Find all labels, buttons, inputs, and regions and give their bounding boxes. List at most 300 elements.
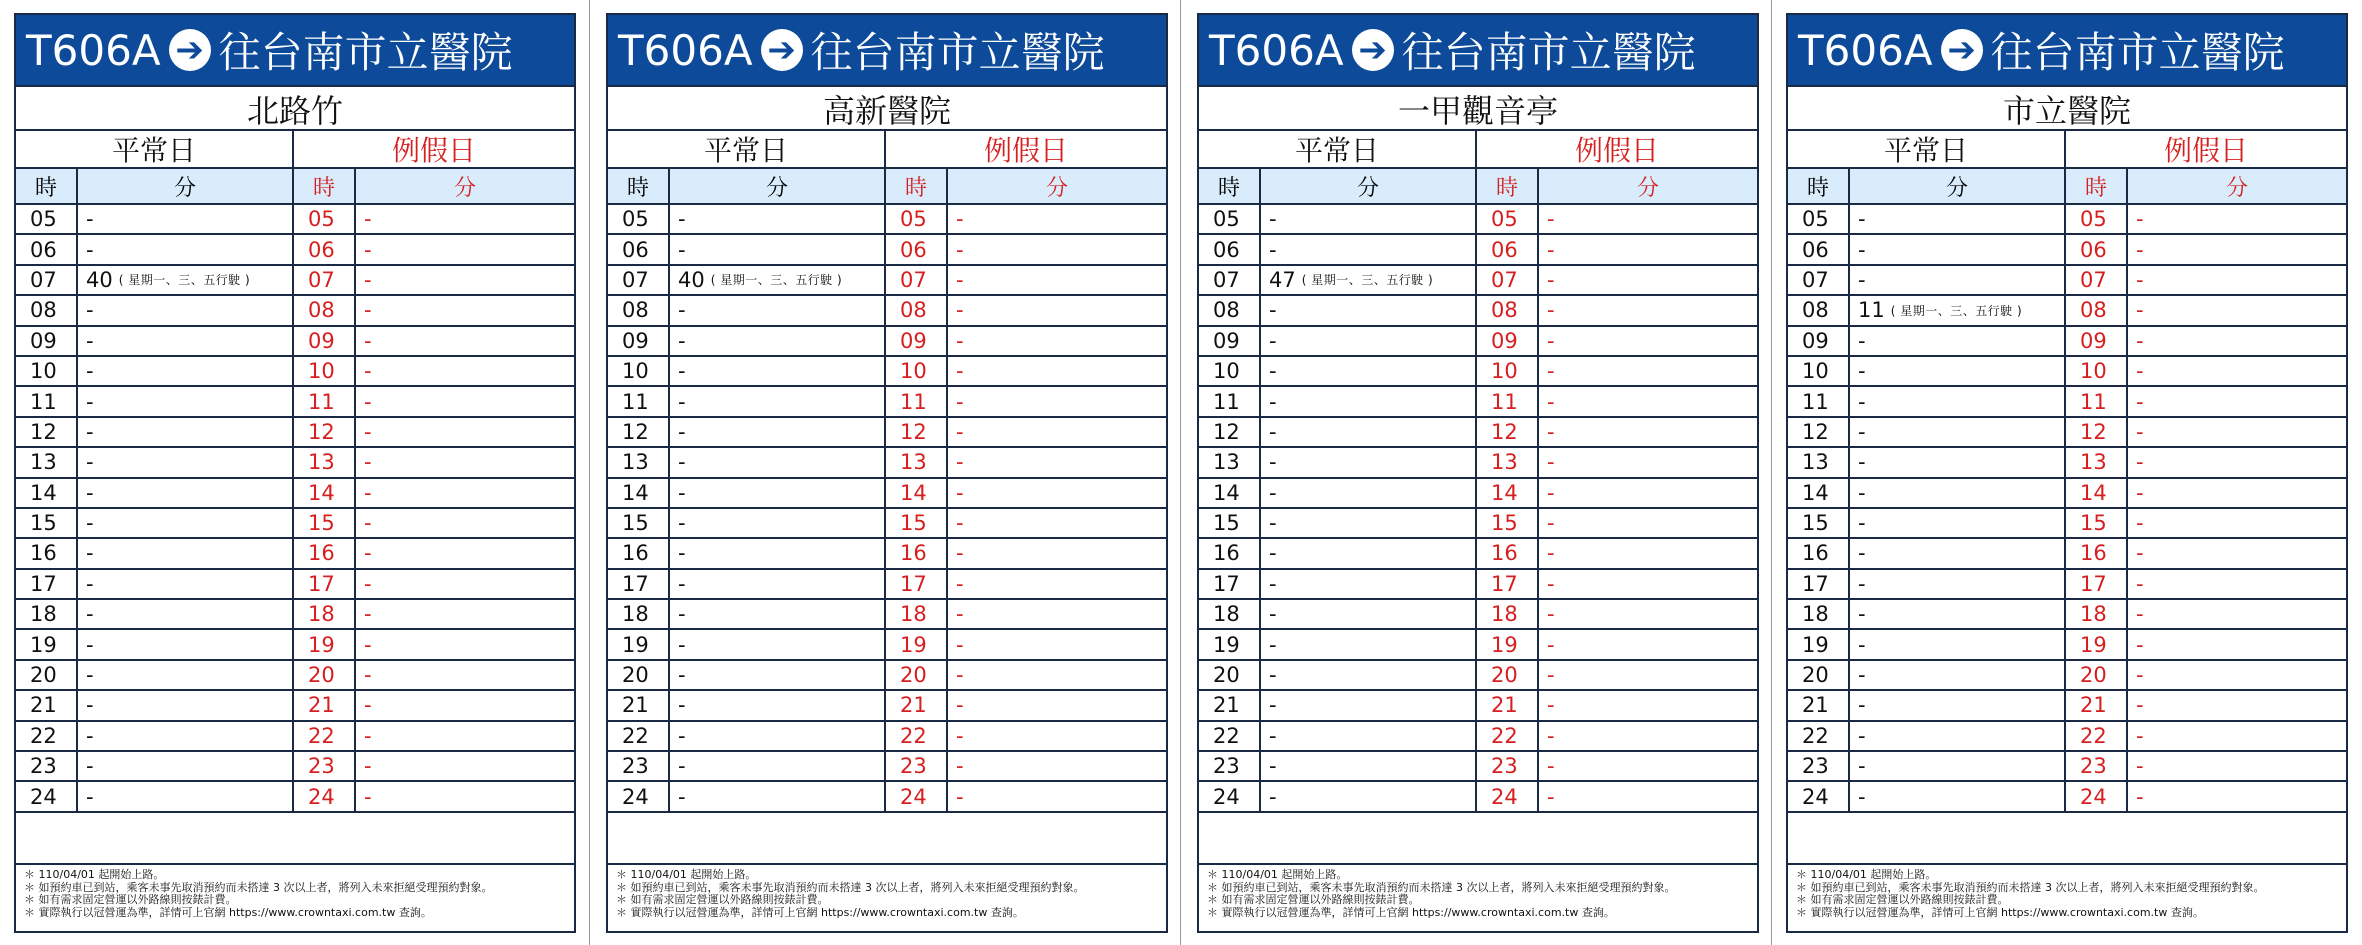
weekday-minute-cell: -: [1850, 479, 2066, 507]
blank-row: [16, 813, 574, 865]
table-row: [1199, 479, 1757, 509]
footnote-line: ＊ 如預約車已到站，乘客未事先取消預約而未搭達 3 次以上者，將列入未來拒絕受理預約對象。: [1207, 880, 1676, 894]
table-row: [608, 600, 1166, 630]
weekday-minute-cell: -: [1261, 479, 1477, 507]
weekday-hour-cell: 23: [1199, 752, 1261, 780]
holiday-minute-cell: -: [956, 723, 964, 748]
weekday-hour-cell: 15: [16, 509, 78, 537]
route-destination: 往台南市立醫院: [1990, 28, 2285, 77]
table-row: [608, 570, 1166, 600]
holiday-minute-cell: -: [2136, 693, 2144, 718]
holiday-minute-cell: -: [1547, 693, 1555, 718]
service-days-note: ( 星期一、三、五行駛 ): [710, 273, 843, 288]
weekday-minute-cell: -: [1261, 600, 1477, 628]
weekday-label: 平常日: [1199, 131, 1477, 167]
weekday-hour-cell: 16: [1199, 539, 1261, 567]
holiday-minute-cell: -: [2136, 723, 2144, 748]
holiday-hour-cell: 16: [886, 539, 948, 567]
schedule-table: [608, 205, 1166, 813]
holiday-minute-cell: -: [2136, 602, 2144, 627]
table-row: [608, 327, 1166, 357]
table-row: [608, 539, 1166, 569]
weekday-hour-cell: 17: [16, 570, 78, 598]
holiday-minute-cell: -: [2136, 328, 2144, 353]
weekday-minute-cell: -: [1850, 266, 2066, 294]
weekday-hour-cell: 21: [608, 691, 670, 719]
weekday-minute-cell: -: [670, 722, 886, 750]
holiday-hour-cell: 11: [294, 387, 356, 415]
table-row: [1788, 782, 2346, 812]
weekday-minute-cell: -: [78, 509, 294, 537]
blank-row: [608, 813, 1166, 865]
holiday-hour-cell: 20: [2066, 661, 2128, 689]
table-row: [1788, 539, 2346, 569]
holiday-hour-cell: 15: [886, 509, 948, 537]
holiday-hour-cell: 14: [886, 479, 948, 507]
holiday-minute-cell: -: [2136, 359, 2144, 384]
holiday-hour-cell: 21: [886, 691, 948, 719]
holiday-minute-cell: -: [364, 754, 372, 779]
weekday-minute-cell: -: [78, 448, 294, 476]
day-type-row: [608, 131, 1166, 169]
timetable-panel: [1786, 13, 2348, 933]
route-number: T606A: [1798, 25, 1933, 75]
holiday-hour-cell: 10: [886, 357, 948, 385]
table-row: [16, 448, 574, 478]
departure-minute: 40: [678, 267, 705, 292]
holiday-minute-cell: -: [2136, 237, 2144, 262]
holiday-hour-cell: 24: [2066, 782, 2128, 810]
table-row: [608, 418, 1166, 448]
holiday-hour-cell: 16: [2066, 539, 2128, 567]
weekday-hour-cell: 14: [608, 479, 670, 507]
footnote-line: ＊ 實際執行以冠營運為準，詳情可上官網 https://www.crowntaxi.com.tw 查詢。: [1207, 905, 1615, 919]
column-header-row: [16, 169, 574, 205]
holiday-minute-cell: -: [364, 632, 372, 657]
weekday-minute-cell: -: [78, 357, 294, 385]
holiday-minute-cell: -: [364, 237, 372, 262]
holiday-minute-cell: -: [2136, 450, 2144, 475]
holiday-minute-cell: -: [956, 571, 964, 596]
weekday-hour-cell: 09: [16, 327, 78, 355]
weekday-minute-cell: [1850, 296, 2066, 324]
table-row: [1199, 782, 1757, 812]
holiday-hour-cell: 22: [886, 722, 948, 750]
weekday-hour-cell: 18: [1199, 600, 1261, 628]
weekday-hour-cell: 24: [608, 782, 670, 810]
weekday-hour-cell: 22: [608, 722, 670, 750]
weekday-minute-cell: -: [1261, 782, 1477, 810]
weekday-hour-cell: 18: [1788, 600, 1850, 628]
holiday-minute-header: 分: [1045, 175, 1068, 201]
table-row: [608, 479, 1166, 509]
weekday-minute-cell: -: [78, 205, 294, 233]
table-row: [1199, 722, 1757, 752]
stop-name: 北路竹: [16, 89, 574, 131]
footnotes: [616, 869, 1160, 919]
holiday-hour-cell: 18: [2066, 600, 2128, 628]
weekday-minute-cell: -: [670, 661, 886, 689]
weekday-hour-cell: 24: [1199, 782, 1261, 810]
table-row: [1199, 600, 1757, 630]
table-row: [1199, 539, 1757, 569]
weekday-minute-cell: -: [670, 357, 886, 385]
holiday-hour-cell: 12: [886, 418, 948, 446]
footnote-line: ＊ 110/04/01 起開始上路。: [1207, 868, 1348, 881]
weekday-minute-cell: -: [78, 539, 294, 567]
holiday-hour-cell: 23: [2066, 752, 2128, 780]
weekday-minute-cell: -: [1261, 691, 1477, 719]
weekday-minute-cell: -: [1850, 722, 2066, 750]
holiday-hour-cell: 15: [1477, 509, 1539, 537]
footnote-line: ＊ 如預約車已到站，乘客未事先取消預約而未搭達 3 次以上者，將列入未來拒絕受理預約對象。: [1796, 880, 2265, 894]
weekday-minute-cell: -: [1261, 357, 1477, 385]
holiday-hour-cell: 05: [2066, 205, 2128, 233]
weekday-minute-cell: -: [670, 539, 886, 567]
holiday-hour-cell: 13: [1477, 448, 1539, 476]
right-arrow-icon: ➔: [1941, 29, 1983, 71]
weekday-hour-cell: 21: [1788, 691, 1850, 719]
weekday-label: 平常日: [1788, 131, 2066, 167]
weekday-hour-cell: 10: [1199, 357, 1261, 385]
column-header-row: [1199, 169, 1757, 205]
holiday-hour-cell: 17: [1477, 570, 1539, 598]
weekday-minute-cell: -: [78, 782, 294, 810]
weekday-minute-cell: -: [1261, 327, 1477, 355]
holiday-minute-cell: -: [364, 450, 372, 475]
weekday-minute-cell: -: [78, 691, 294, 719]
table-row: [16, 752, 574, 782]
weekday-minute-cell: -: [1261, 235, 1477, 263]
holiday-hour-cell: 11: [886, 387, 948, 415]
holiday-hour-cell: 16: [294, 539, 356, 567]
table-row: [1199, 327, 1757, 357]
holiday-minute-cell: -: [1547, 419, 1555, 444]
holiday-hour-cell: 06: [1477, 235, 1539, 263]
holiday-minute-cell: -: [364, 419, 372, 444]
weekday-minute-cell: -: [670, 387, 886, 415]
table-row: [1199, 630, 1757, 660]
weekday-minute-cell: -: [78, 387, 294, 415]
holiday-hour-cell: 07: [1477, 266, 1539, 294]
weekday-minute-cell: -: [670, 205, 886, 233]
weekday-hour-cell: 14: [16, 479, 78, 507]
holiday-minute-cell: -: [1547, 298, 1555, 323]
table-row: [1199, 387, 1757, 417]
weekday-hour-cell: 06: [608, 235, 670, 263]
weekday-hour-cell: 18: [608, 600, 670, 628]
weekday-minute-cell: -: [670, 418, 886, 446]
weekday-hour-cell: 10: [1788, 357, 1850, 385]
table-row: [1788, 722, 2346, 752]
schedule-table: [1199, 205, 1757, 813]
panel-divider: [1771, 0, 1772, 945]
weekday-minute-cell: -: [1261, 205, 1477, 233]
holiday-minute-cell: -: [956, 267, 964, 292]
weekday-hour-cell: 19: [608, 630, 670, 658]
table-row: [1788, 448, 2346, 478]
weekday-minute-cell: -: [1850, 387, 2066, 415]
weekday-minute-cell: -: [1850, 539, 2066, 567]
table-row: [608, 296, 1166, 326]
holiday-hour-cell: 19: [294, 630, 356, 658]
holiday-minute-header: 分: [453, 175, 476, 201]
weekday-minute-cell: -: [1261, 539, 1477, 567]
weekday-minute-cell: [78, 266, 294, 294]
table-row: [16, 661, 574, 691]
table-row: [16, 509, 574, 539]
holiday-hour-cell: 08: [1477, 296, 1539, 324]
weekday-hour-header: 時: [1199, 169, 1261, 203]
weekday-hour-cell: 23: [1788, 752, 1850, 780]
holiday-hour-cell: 11: [2066, 387, 2128, 415]
holiday-hour-cell: 06: [2066, 235, 2128, 263]
weekday-hour-cell: 07: [608, 266, 670, 294]
holiday-label: 例假日: [1574, 134, 1659, 167]
weekday-hour-cell: 12: [1788, 418, 1850, 446]
holiday-minute-cell: -: [1547, 541, 1555, 566]
holiday-hour-cell: 09: [886, 327, 948, 355]
holiday-hour-cell: 18: [886, 600, 948, 628]
weekday-minute-cell: -: [78, 630, 294, 658]
holiday-minute-cell: -: [2136, 419, 2144, 444]
holiday-minute-cell: -: [1547, 632, 1555, 657]
weekday-hour-cell: 11: [608, 387, 670, 415]
holiday-minute-cell: -: [364, 511, 372, 536]
weekday-minute-header: 分: [78, 169, 294, 203]
blank-row: [1199, 813, 1757, 865]
holiday-label: 例假日: [2163, 134, 2248, 167]
weekday-minute-cell: -: [1261, 661, 1477, 689]
holiday-minute-cell: -: [956, 207, 964, 232]
holiday-minute-cell: -: [364, 328, 372, 353]
weekday-hour-cell: 09: [1788, 327, 1850, 355]
holiday-hour-cell: 16: [1477, 539, 1539, 567]
table-row: [1788, 357, 2346, 387]
table-row: [16, 691, 574, 721]
holiday-hour-cell: 22: [1477, 722, 1539, 750]
holiday-minute-cell: -: [956, 298, 964, 323]
weekday-minute-cell: -: [1850, 630, 2066, 658]
holiday-minute-cell: -: [1547, 207, 1555, 232]
timetable-panel: [14, 13, 576, 933]
route-number: T606A: [618, 25, 753, 75]
table-row: [1199, 661, 1757, 691]
holiday-minute-cell: -: [2136, 632, 2144, 657]
holiday-hour-cell: 11: [1477, 387, 1539, 415]
holiday-minute-cell: -: [364, 602, 372, 627]
service-days-note: ( 星期一、三、五行駛 ): [118, 273, 251, 288]
holiday-minute-cell: -: [1547, 480, 1555, 505]
table-row: [608, 357, 1166, 387]
holiday-minute-cell: -: [2136, 754, 2144, 779]
weekday-minute-cell: -: [1850, 509, 2066, 537]
holiday-minute-cell: -: [1547, 389, 1555, 414]
weekday-minute-cell: -: [1261, 630, 1477, 658]
route-destination: 往台南市立醫院: [810, 28, 1105, 77]
holiday-minute-cell: -: [364, 480, 372, 505]
weekday-hour-cell: 05: [608, 205, 670, 233]
weekday-hour-cell: 08: [608, 296, 670, 324]
holiday-hour-cell: 12: [1477, 418, 1539, 446]
footnote-line: ＊ 如有需求固定營運以外路線則按錶計費。: [1796, 893, 2009, 907]
weekday-hour-cell: 09: [1199, 327, 1261, 355]
panel-divider: [589, 0, 590, 945]
holiday-minute-cell: -: [1547, 602, 1555, 627]
weekday-hour-cell: 08: [1788, 296, 1850, 324]
day-type-row: [1788, 131, 2346, 169]
holiday-hour-header: 時: [2066, 169, 2128, 203]
weekday-minute-cell: [1261, 266, 1477, 294]
weekday-minute-cell: -: [78, 600, 294, 628]
route-header: [1788, 15, 2346, 87]
footnote-line: ＊ 如有需求固定營運以外路線則按錶計費。: [1207, 893, 1420, 907]
footnotes: [24, 869, 568, 919]
weekday-minute-cell: -: [670, 296, 886, 324]
weekday-hour-cell: 14: [1199, 479, 1261, 507]
table-row: [16, 296, 574, 326]
table-row: [16, 327, 574, 357]
table-row: [16, 266, 574, 296]
holiday-hour-cell: 05: [1477, 205, 1539, 233]
holiday-minute-cell: -: [364, 389, 372, 414]
table-row: [608, 782, 1166, 812]
weekday-minute-cell: -: [1850, 357, 2066, 385]
table-row: [608, 661, 1166, 691]
holiday-hour-cell: 22: [2066, 722, 2128, 750]
holiday-minute-cell: -: [364, 693, 372, 718]
departure-minute: 11: [1858, 298, 1885, 323]
table-row: [1199, 235, 1757, 265]
weekday-minute-cell: -: [670, 479, 886, 507]
holiday-minute-cell: -: [956, 784, 964, 809]
table-row: [16, 539, 574, 569]
holiday-hour-cell: 12: [294, 418, 356, 446]
weekday-hour-cell: 05: [1788, 205, 1850, 233]
table-row: [1199, 296, 1757, 326]
day-type-row: [1199, 131, 1757, 169]
table-row: [16, 630, 574, 660]
weekday-minute-cell: -: [78, 479, 294, 507]
weekday-minute-cell: -: [1850, 782, 2066, 810]
holiday-minute-cell: -: [1547, 267, 1555, 292]
column-header-row: [608, 169, 1166, 205]
table-row: [1788, 752, 2346, 782]
holiday-minute-cell: -: [956, 419, 964, 444]
holiday-label: 例假日: [983, 134, 1068, 167]
holiday-minute-cell: -: [1547, 723, 1555, 748]
weekday-minute-cell: -: [1850, 418, 2066, 446]
table-row: [16, 600, 574, 630]
holiday-hour-cell: 18: [294, 600, 356, 628]
holiday-hour-cell: 19: [2066, 630, 2128, 658]
weekday-minute-cell: -: [670, 691, 886, 719]
holiday-hour-cell: 23: [294, 752, 356, 780]
table-row: [1199, 570, 1757, 600]
weekday-label: 平常日: [16, 131, 294, 167]
holiday-hour-cell: 08: [2066, 296, 2128, 324]
blank-row: [1788, 813, 2346, 865]
holiday-minute-cell: -: [956, 602, 964, 627]
holiday-minute-cell: -: [2136, 663, 2144, 688]
day-type-row: [16, 131, 574, 169]
holiday-hour-cell: 06: [886, 235, 948, 263]
holiday-minute-cell: -: [364, 359, 372, 384]
weekday-minute-cell: -: [1850, 600, 2066, 628]
route-destination: 往台南市立醫院: [1401, 28, 1696, 77]
footnote-line: ＊ 如預約車已到站，乘客未事先取消預約而未搭達 3 次以上者，將列入未來拒絕受理預約對象。: [616, 880, 1085, 894]
route-destination: 往台南市立醫院: [218, 28, 513, 77]
weekday-minute-cell: -: [670, 509, 886, 537]
holiday-hour-cell: 17: [886, 570, 948, 598]
holiday-hour-cell: 14: [2066, 479, 2128, 507]
weekday-hour-cell: 20: [16, 661, 78, 689]
holiday-hour-cell: 07: [886, 266, 948, 294]
holiday-hour-cell: 20: [1477, 661, 1539, 689]
weekday-hour-cell: 13: [608, 448, 670, 476]
table-row: [1788, 418, 2346, 448]
table-row: [1788, 296, 2346, 326]
holiday-hour-cell: 17: [294, 570, 356, 598]
holiday-minute-cell: -: [956, 511, 964, 536]
holiday-minute-header: 分: [1636, 175, 1659, 201]
holiday-hour-cell: 24: [294, 782, 356, 810]
weekday-hour-cell: 19: [1199, 630, 1261, 658]
table-row: [16, 782, 574, 812]
holiday-hour-cell: 14: [1477, 479, 1539, 507]
weekday-hour-cell: 19: [16, 630, 78, 658]
holiday-hour-cell: 19: [1477, 630, 1539, 658]
weekday-minute-cell: -: [1850, 205, 2066, 233]
weekday-hour-cell: 14: [1788, 479, 1850, 507]
holiday-minute-cell: -: [956, 237, 964, 262]
holiday-minute-cell: -: [1547, 359, 1555, 384]
weekday-minute-cell: -: [670, 327, 886, 355]
weekday-minute-cell: -: [78, 418, 294, 446]
table-row: [1788, 630, 2346, 660]
footnote-line: ＊ 實際執行以冠營運為準，詳情可上官網 https://www.crowntaxi.com.tw 查詢。: [24, 905, 432, 919]
table-row: [1788, 205, 2346, 235]
weekday-hour-cell: 09: [608, 327, 670, 355]
holiday-hour-cell: 07: [294, 266, 356, 294]
weekday-hour-cell: 10: [16, 357, 78, 385]
weekday-minute-cell: -: [670, 782, 886, 810]
holiday-minute-cell: -: [364, 663, 372, 688]
holiday-minute-cell: -: [2136, 207, 2144, 232]
weekday-minute-cell: -: [78, 752, 294, 780]
weekday-minute-header: 分: [1850, 169, 2066, 203]
holiday-hour-cell: 21: [294, 691, 356, 719]
weekday-minute-cell: -: [1261, 387, 1477, 415]
table-row: [1199, 509, 1757, 539]
weekday-hour-cell: 06: [1199, 235, 1261, 263]
holiday-hour-cell: 10: [2066, 357, 2128, 385]
table-row: [1788, 600, 2346, 630]
holiday-minute-cell: -: [1547, 511, 1555, 536]
holiday-minute-cell: -: [1547, 663, 1555, 688]
weekday-hour-cell: 08: [1199, 296, 1261, 324]
footnote-line: ＊ 110/04/01 起開始上路。: [1796, 868, 1937, 881]
weekday-minute-cell: -: [78, 327, 294, 355]
weekday-hour-cell: 07: [1788, 266, 1850, 294]
holiday-hour-cell: 09: [1477, 327, 1539, 355]
departure-minute: 47: [1269, 267, 1296, 292]
weekday-hour-cell: 17: [608, 570, 670, 598]
footnote-line: ＊ 實際執行以冠營運為準，詳情可上官網 https://www.crowntaxi.com.tw 查詢。: [616, 905, 1024, 919]
weekday-minute-header: 分: [1261, 169, 1477, 203]
table-row: [608, 691, 1166, 721]
right-arrow-icon: ➔: [169, 29, 211, 71]
